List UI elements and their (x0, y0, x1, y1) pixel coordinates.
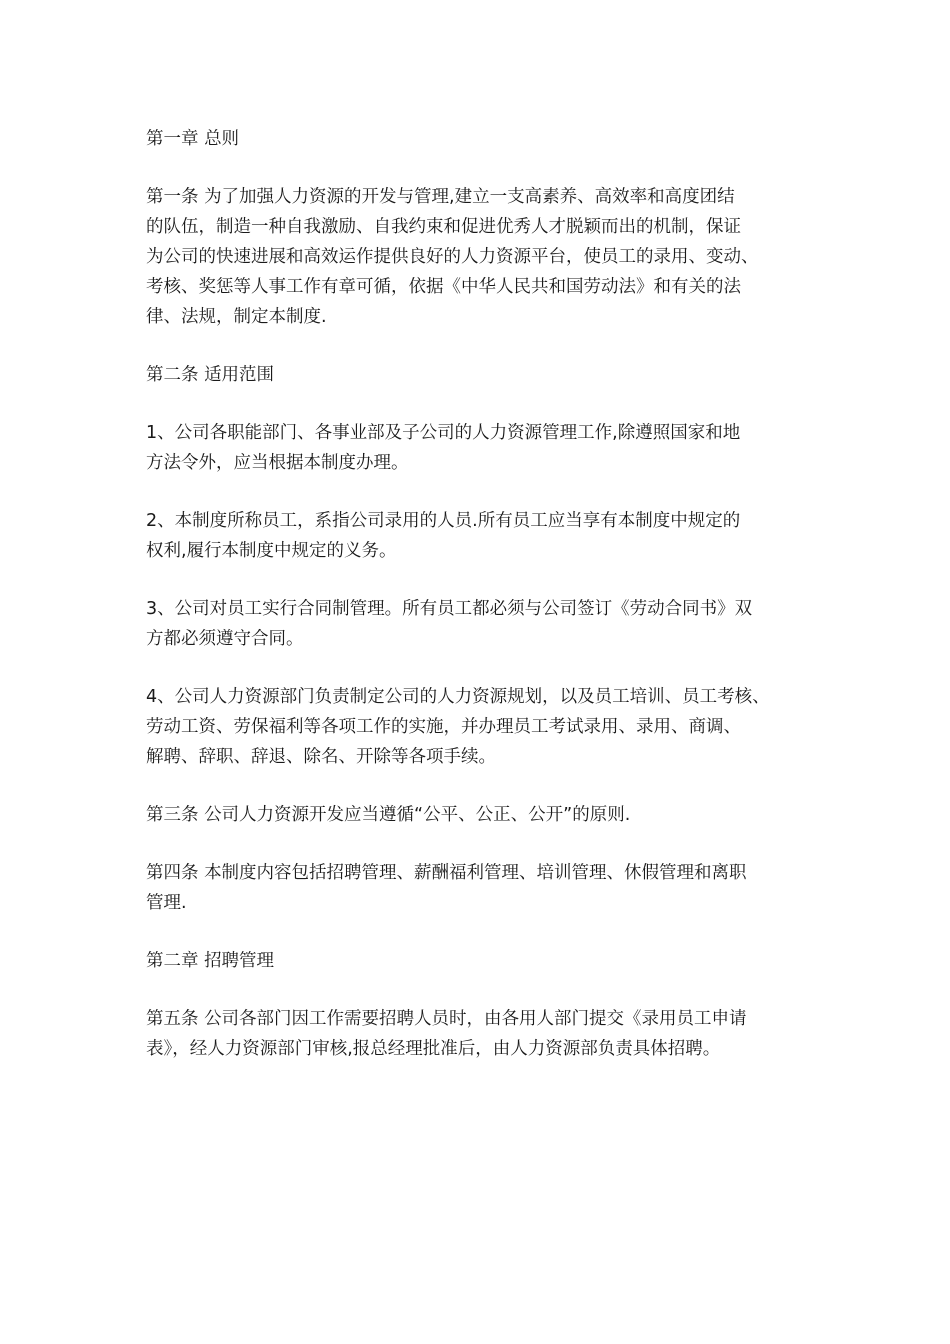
chapter-heading (146, 124, 826, 154)
text-line: 第二章 招聘管理 (146, 951, 275, 971)
text-line: 第二条 适用范围 (146, 365, 275, 385)
text-line: 律、法规，制定本制度. (146, 307, 327, 327)
chapter-heading (146, 946, 826, 976)
text-line: 第四条 本制度内容包括招聘管理、薪酬福利管理、培训管理、休假管理和离职 (146, 863, 747, 883)
clause-paragraph (146, 506, 826, 566)
text-line: 第一条 为了加强人力资源的开发与管理,建立一支高素养、高效率和高度团结 (146, 187, 735, 207)
text-line: 表》，经人力资源部门审核,报总经理批准后，由人力资源部负责具体招聘。 (146, 1039, 721, 1059)
text-line: 的队伍，制造一种自我激励、自我约束和促进优秀人才脱颖而出的机制，保证 (146, 217, 741, 237)
document-body (146, 124, 826, 1092)
text-line: 管理. (146, 893, 187, 913)
text-line: 2、本制度所称员工，系指公司录用的人员.所有员工应当享有本制度中规定的 (146, 511, 741, 531)
text-line: 劳动工资、劳保福利等各项工作的实施，并办理员工考试录用、录用、商调、 (146, 717, 741, 737)
text-line: 第五条 公司各部门因工作需要招聘人员时，由各用人部门提交《录用员工申请 (146, 1009, 747, 1029)
text-line: 1、公司各职能部门、各事业部及子公司的人力资源管理工作,除遵照国家和地 (146, 423, 741, 443)
text-line: 第三条 公司人力资源开发应当遵循“公平、公正、公开”的原则. (146, 805, 631, 825)
article-heading (146, 360, 826, 390)
text-line: 为公司的快速进展和高效运作提供良好的人力资源平台，使员工的录用、变动、 (146, 247, 759, 267)
clause-paragraph (146, 682, 826, 772)
text-line: 方法令外，应当根据本制度办理。 (146, 453, 409, 473)
text-line: 4、公司人力资源部门负责制定公司的人力资源规划，以及员工培训、员工考核、 (146, 687, 770, 707)
text-line: 第一章 总则 (146, 129, 240, 149)
article-paragraph (146, 1004, 826, 1064)
text-line: 3、公司对员工实行合同制管理。所有员工都必须与公司签订《劳动合同书》双 (146, 599, 753, 619)
clause-paragraph (146, 418, 826, 478)
text-line: 权利,履行本制度中规定的义务。 (146, 541, 397, 561)
text-line: 考核、奖惩等人事工作有章可循，依据《中华人民共和国劳动法》和有关的法 (146, 277, 741, 297)
clause-paragraph (146, 594, 826, 654)
article-paragraph (146, 182, 826, 332)
text-line: 方都必须遵守合同。 (146, 629, 304, 649)
article-paragraph (146, 800, 826, 830)
text-line: 解聘、辞职、辞退、除名、开除等各项手续。 (146, 747, 496, 767)
article-paragraph (146, 858, 826, 918)
